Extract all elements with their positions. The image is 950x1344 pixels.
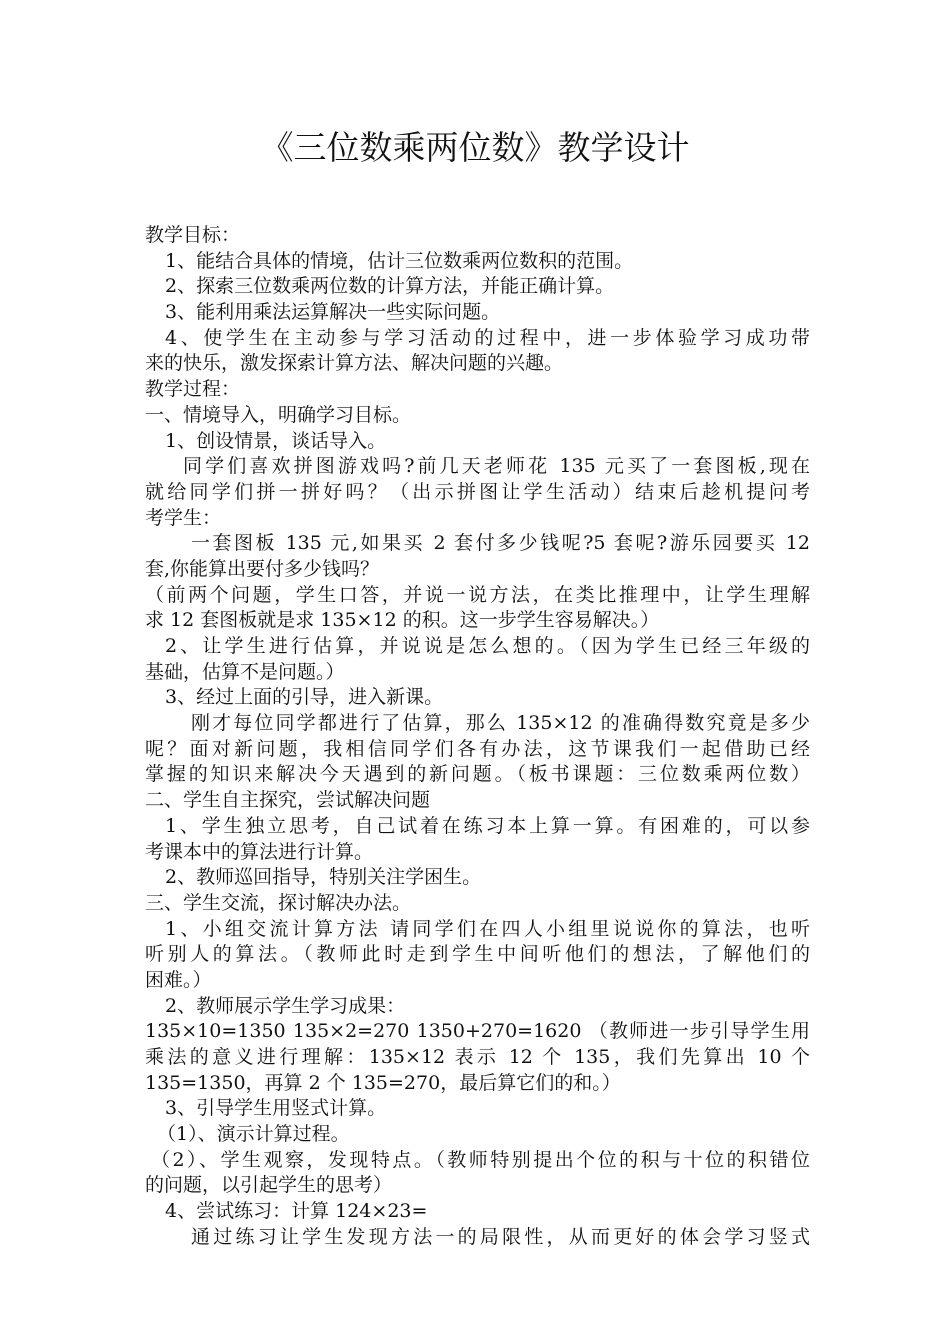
text-line: 基础，估算不是问题。） [145,660,345,683]
text-line: 的问题，以引起学生的思考） [145,1174,393,1197]
text-line: 刚才每位同学都进行了估算，那么 135×12 的准确得数究竟是多少 [191,712,810,735]
text-line: 2、教师巡回指导，特别关注学困生。 [165,866,482,889]
text-line: 考课本中的算法进行计算。 [145,840,374,863]
text-line: 3、能利用乘法运算解决一些实际问题。 [165,301,501,324]
text-line: 2、探索三位数乘两位数的计算方法，并能正确计算。 [165,275,615,298]
text-line: 1、学生独立思考，自己试着在练习本上算一算。有困难的，可以参 [165,814,810,837]
document-title: 《三位数乘两位数》教学设计 [260,128,690,167]
text-line: 1、小组交流计算方法 请同学们在四人小组里说说你的算法，也听 [165,917,810,940]
text-line: 乘法的意义进行理解：135×12 表示 12 个 135，我们先算出 10 个 [145,1046,810,1068]
text-line: 套,你能算出要付多少钱吗？ [145,557,380,580]
text-line: 3、引导学生用竖式计算。 [165,1097,387,1120]
text-line: 求 12 套图板就是求 135×12 的积。这一步学生容易解决。） [145,609,660,632]
text-line: 就给同学们拼一拼好吗？（出示拼图让学生活动）结束后趁机提问考 [145,480,810,503]
text-line: 4、使学生在主动参与学习活动的过程中，进一步体验学习成功带 [165,326,810,349]
text-line: 来的快乐，激发探索计算方法、解决问题的兴趣。 [145,352,564,375]
text-line: 二、学生自主探究，尝试解决问题 [145,789,431,812]
text-line: 呢？面对新问题，我相信同学们各有办法，这节课我们一起借助已经 [145,737,810,760]
text-line: 通过练习让学生发现方法一的局限性，从而更好的体会学习竖式 [191,1225,810,1248]
text-line: 3、经过上面的引导，进入新课。 [165,686,444,709]
text-line: （2）、学生观察，发现特点。（教师特别提出个位的积与十位的积错位 [151,1148,810,1171]
text-line: 2、让学生进行估算，并说说是怎么想的。（因为学生已经三年级的 [165,635,810,657]
text-line: 1、能结合具体的情境，估计三位数乘两位数积的范围。 [165,249,634,272]
text-line: 教学目标： [145,224,241,246]
text-line: 教学过程： [145,378,241,401]
text-line: 135=1350，再算 2 个 135=270，最后算它们的和。） [145,1071,621,1094]
text-line: 一套图板 135 元,如果买 2 套付多少钱呢?5 套呢?游乐园要买 12 [191,532,810,555]
text-line: 2、教师展示学生学习成果： [165,994,406,1017]
text-line: （1）、演示计算过程。 [157,1123,350,1146]
text-line: 一、情境导入，明确学习目标。 [145,403,412,426]
text-line: 三、学生交流，探讨解决办法。 [145,891,412,914]
text-line: 4、尝试练习：计算 124×23= [165,1200,428,1223]
document-body [145,223,810,1251]
text-line: 1、创设情景，谈话导入。 [165,429,387,452]
text-line: 困难。） [145,968,212,991]
text-line: 同学们喜欢拼图游戏吗?前几天老师花 135 元买了一套图板,现在 [183,455,810,478]
text-line: 掌握的知识来解决今天遇到的新问题。（板书课题：三位数乘两位数） [145,763,810,786]
text-line: 135×10=1350 135×2=270 1350+270=1620 （教师进一步引导学生用 [145,1020,810,1043]
text-line: （前两个问题，学生口答，并说一说方法，在类比推理中，让学生理解 [145,583,810,606]
text-line: 考学生： [145,506,222,529]
text-line: 听别人的算法。（教师此时走到学生中间听他们的想法，了解他们的 [145,943,810,966]
